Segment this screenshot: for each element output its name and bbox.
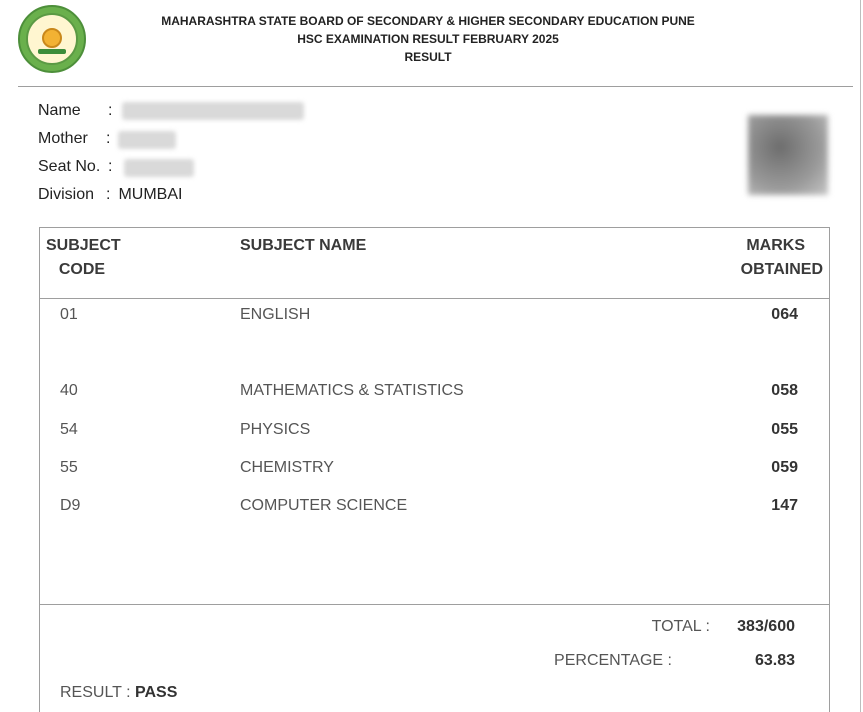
result-status bbox=[60, 684, 177, 702]
table-row bbox=[40, 306, 829, 330]
header-divider bbox=[18, 86, 853, 87]
subject-name: ENGLISH bbox=[240, 306, 311, 323]
header-subject-name: SUBJECT NAME bbox=[240, 237, 367, 254]
total-label: TOTAL : bbox=[651, 618, 710, 635]
subject-name: PHYSICS bbox=[240, 421, 311, 438]
subject-marks: 147 bbox=[771, 497, 798, 514]
name-label: Name bbox=[38, 102, 81, 119]
exam-title: HSC EXAMINATION RESULT FEBRUARY 2025 bbox=[297, 32, 559, 46]
mother-separator: : bbox=[106, 130, 111, 147]
mother-value-redacted bbox=[118, 131, 176, 149]
name-row bbox=[38, 102, 112, 120]
board-seal-icon bbox=[18, 5, 86, 73]
subject-marks: 055 bbox=[771, 421, 798, 438]
header-subject-code bbox=[46, 234, 121, 282]
seal-ring bbox=[26, 13, 78, 65]
mother-row bbox=[38, 130, 110, 148]
subject-code: 01 bbox=[60, 306, 78, 323]
subject-code: 40 bbox=[60, 382, 78, 399]
board-name: MAHARASHTRA STATE BOARD OF SECONDARY & HIGHER SECONDARY EDUCATION PUNE bbox=[161, 14, 695, 28]
result-value: PASS bbox=[135, 684, 178, 701]
seat-separator: : bbox=[108, 158, 113, 175]
table-row bbox=[40, 459, 829, 483]
header-row-divider bbox=[40, 298, 829, 299]
summary-divider bbox=[40, 604, 829, 605]
name-separator: : bbox=[108, 102, 113, 119]
total-value: 383/600 bbox=[737, 618, 795, 635]
header-marks-obtained bbox=[741, 234, 823, 282]
subject-marks: 064 bbox=[771, 306, 798, 323]
result-header bbox=[150, 12, 706, 66]
mother-label: Mother bbox=[38, 130, 88, 147]
name-value-redacted bbox=[122, 102, 304, 120]
table-row bbox=[40, 421, 829, 445]
division-separator: : bbox=[106, 186, 111, 203]
subject-code: 54 bbox=[60, 421, 78, 438]
seat-label: Seat No. bbox=[38, 158, 101, 175]
header-marks-line2: OBTAINED bbox=[740, 261, 823, 278]
result-title: RESULT bbox=[404, 50, 452, 64]
result-label: RESULT : bbox=[60, 684, 131, 701]
header-code-line2: CODE bbox=[58, 261, 106, 278]
division-row bbox=[38, 186, 182, 204]
seal-emblem bbox=[42, 28, 62, 48]
seat-row bbox=[38, 158, 112, 176]
seal-base bbox=[38, 49, 66, 54]
header-code-line1: SUBJECT bbox=[46, 237, 121, 254]
subject-name: MATHEMATICS & STATISTICS bbox=[240, 382, 464, 399]
subject-name: CHEMISTRY bbox=[240, 459, 334, 476]
marks-table bbox=[39, 227, 830, 712]
division-value: MUMBAI bbox=[118, 186, 183, 203]
seat-value-redacted bbox=[124, 159, 194, 177]
percentage-value: 63.83 bbox=[754, 652, 795, 669]
subject-code: 55 bbox=[60, 459, 78, 476]
student-photo-redacted bbox=[748, 115, 828, 195]
subject-name: COMPUTER SCIENCE bbox=[240, 497, 408, 514]
subject-marks: 058 bbox=[771, 382, 798, 399]
percentage-label: PERCENTAGE : bbox=[554, 652, 672, 669]
header-marks-line1: MARKS bbox=[746, 237, 805, 254]
subject-marks: 059 bbox=[771, 459, 798, 476]
subject-code: D9 bbox=[60, 497, 81, 514]
table-row bbox=[40, 382, 829, 406]
table-row bbox=[40, 497, 829, 521]
page-right-border bbox=[860, 0, 861, 712]
division-label: Division bbox=[38, 186, 95, 203]
